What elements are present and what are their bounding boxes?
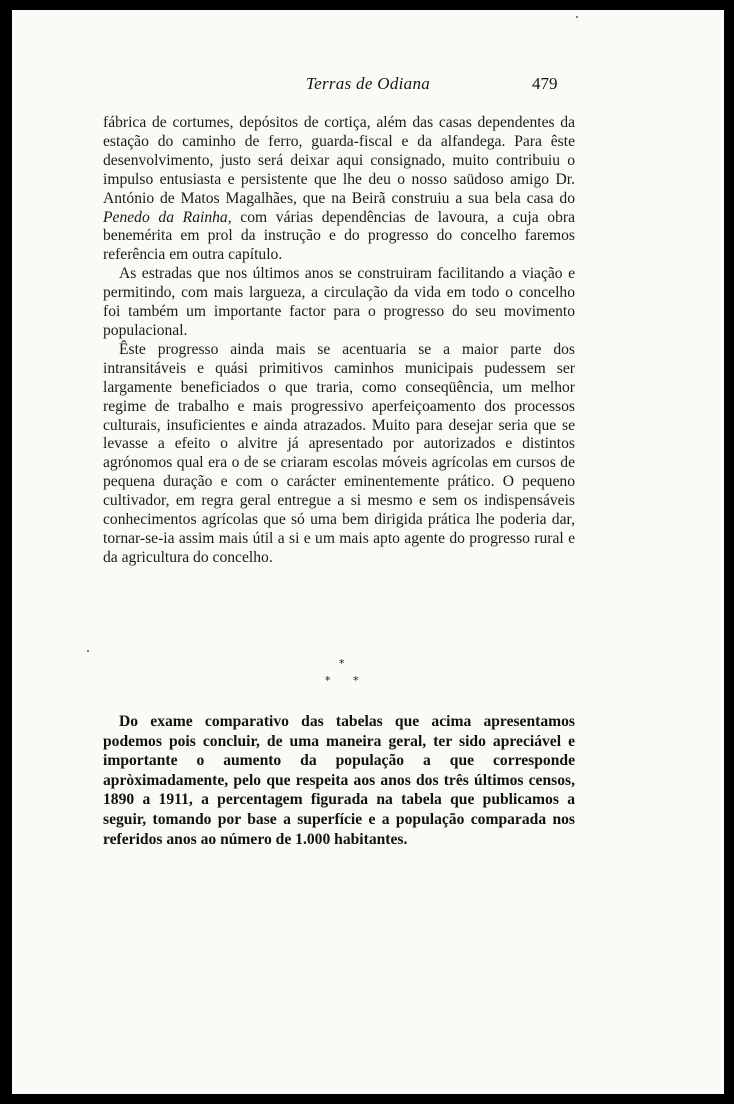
text-block-lower [103, 712, 575, 849]
paper-speck [87, 650, 89, 652]
paragraph-roads: As estradas que nos últimos anos se construiram facilitando a viação e permitindo, com mais largueza, a circulação da vida em todo o concelho foi também um importante factor para o progresso do seu movimento populacional. [103, 265, 575, 339]
paragraph-continuation [103, 114, 575, 265]
book-page [12, 10, 724, 1094]
paragraph-progress: Êste progresso ainda mais se acentuaria se a maior parte dos intransitáveis e quási primitivos caminhos municipais pudessem ser largamente beneficiados o que traria, como conseqüência, um melhor regime de trabalho e mais progressivo aperfeiçoamento dos processos culturais, insuficientes e ainda atrazados. Muito para desejar seria que se levasse a efeito o alvitre já apresentado por autorizados e distintos agrónomos qual era o de se criaram escolas móveis agrícolas em cursos de pequena duração e com o carácter eminentemente prático. O pequeno cultivador, em regra geral entregue a si mesmo e sem os indispensáveis conhecimentos agrícolas que só uma bem dirigida prática lhe poderia dar, tornar-se-ia assim mais útil a si e um mais apto agente do progresso rural e da agricultura do concelho. [103, 340, 575, 566]
text-block-upper [103, 114, 575, 568]
asterisk-top: * [339, 657, 345, 670]
paper-speck [576, 16, 578, 18]
asterisk-left: * [325, 674, 331, 687]
paragraph-text: fábrica de cortumes, depósitos de cortiça, além das casas dependentes da estação do caminho de ferro, guarda-fiscal e da alfandega. Para êste desenvolvimento, justo será deixar aqui consignado, muito contribuiu o impulso entusiasta e persistente que lhe deu o nosso saüdoso amigo Dr. António de Matos Magalhães, que na Beirã construiu a sua bela casa do [103, 114, 575, 207]
page-header [12, 74, 724, 100]
paragraph-conclusion: Do exame comparativo das tabelas que acima apresentamos podemos pois concluir, de uma maneira geral, ter sido apreciável e importante o aumento da população a que corresponde apròximadamente, pelo que respeita aos anos dos três últimos censos, 1890 a 1911, a percentagem figurada na tabela que publicamos a seguir, tomando por base a superfície e a população comparada nos referidos anos ao número de 1.000 habitantes. [103, 713, 575, 848]
section-ornament [312, 658, 372, 698]
paragraph-text-tail: , com várias dependências de lavoura, a cuja obra benemérita em prol da instrução e do progresso do concelho faremos referência em outra capítulo. [103, 208, 575, 264]
running-title: Terras de Odiana [305, 74, 431, 93]
page-number: 479 [532, 74, 558, 93]
asterisk-right: * [353, 674, 359, 687]
place-name-emphasis: Penedo da Rainha [103, 208, 228, 226]
